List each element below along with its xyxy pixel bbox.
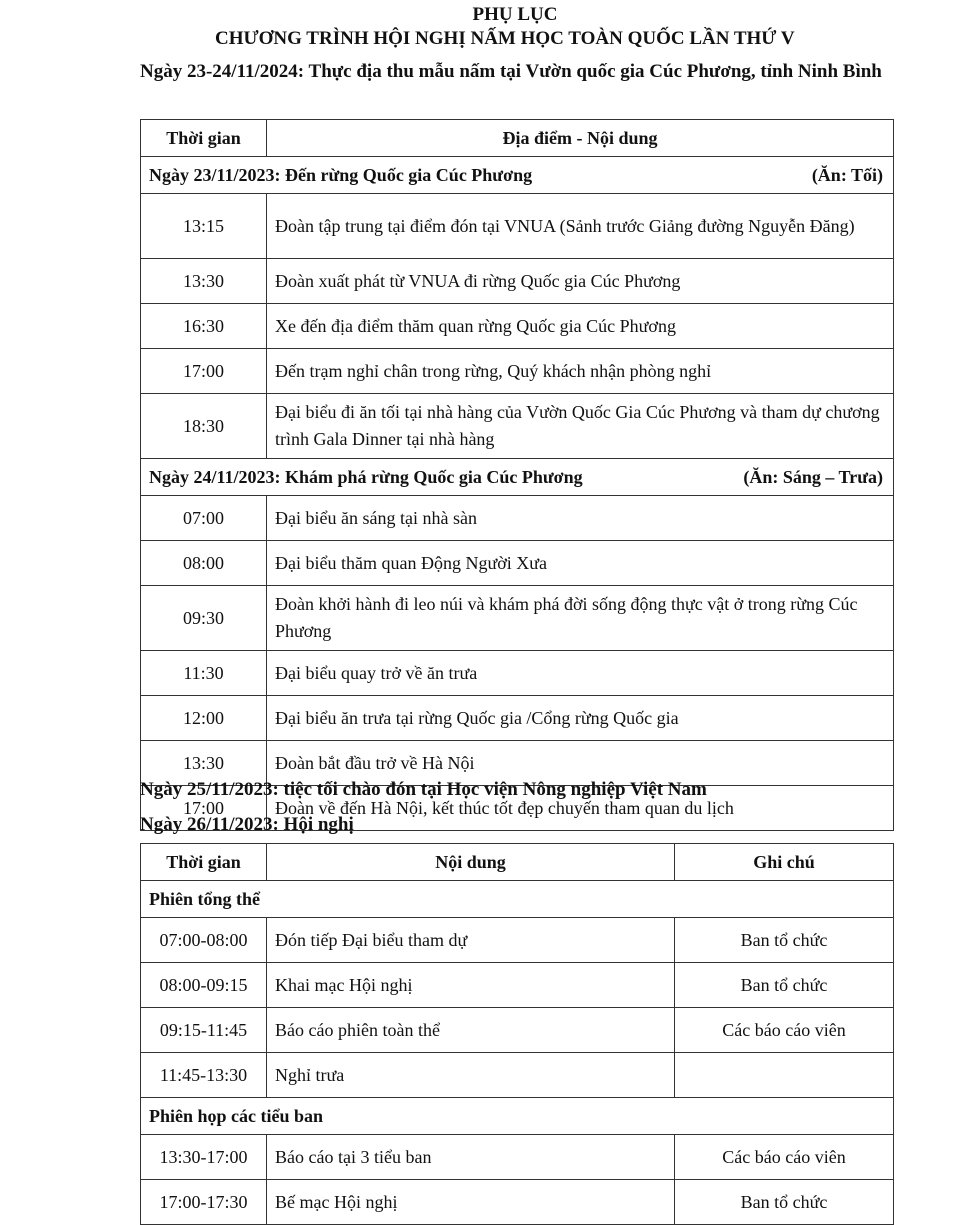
day-row [141, 459, 894, 496]
note-cell: Ban tổ chức [675, 1180, 894, 1225]
program-title: CHƯƠNG TRÌNH HỘI NGHỊ NẤM HỌC TOÀN QUỐC LẦN THỨ V [215, 28, 795, 49]
table-row [141, 194, 894, 259]
content-cell: Đoàn xuất phát từ VNUA đi rừng Quốc gia Cúc Phương [267, 259, 894, 304]
note-cell: Ban tổ chức [675, 918, 894, 963]
table-row [141, 1180, 894, 1225]
content-cell: Đón tiếp Đại biểu tham dự [267, 918, 675, 963]
day-row [141, 157, 894, 194]
table-row [141, 586, 894, 651]
col-content-header: Địa điểm - Nội dung [267, 120, 894, 157]
col-note-header: Ghi chú [675, 844, 894, 881]
table-row [141, 496, 894, 541]
time-cell: 12:00 [141, 696, 267, 741]
col-time-header: Thời gian [141, 120, 267, 157]
note-cell: Các báo cáo viên [675, 1135, 894, 1180]
time-cell: 07:00 [141, 496, 267, 541]
session-title: Phiên tổng thể [141, 881, 894, 918]
table-row [141, 304, 894, 349]
meal-info: (Ăn: Sáng – Trưa) [743, 466, 883, 487]
table-row [141, 651, 894, 696]
time-cell: 13:30 [141, 741, 267, 786]
content-cell: Báo cáo tại 3 tiểu ban [267, 1135, 675, 1180]
session-row [141, 881, 894, 918]
table-row [141, 696, 894, 741]
content-cell: Đến trạm nghỉ chân trong rừng, Quý khách nhận phòng nghỉ [267, 349, 894, 394]
content-cell: Đại biểu đi ăn tối tại nhà hàng của Vườn Quốc Gia Cúc Phương và tham dự chương trình Gala Dinner tại nhà hàng [267, 394, 894, 459]
time-cell: 18:30 [141, 394, 267, 459]
content-cell: Đoàn khởi hành đi leo núi và khám phá đời sống động thực vật ở trong rừng Cúc Phương [267, 586, 894, 651]
session-row [141, 1098, 894, 1135]
content-cell: Đoàn về đến Hà Nội, kết thúc tốt đẹp chuyến tham quan du lịch [267, 786, 894, 831]
time-cell: 07:00-08:00 [141, 918, 267, 963]
table-row [141, 918, 894, 963]
appendix-title: PHỤ LỤC [472, 4, 558, 25]
time-cell: 09:30 [141, 586, 267, 651]
time-cell: 08:00-09:15 [141, 963, 267, 1008]
content-cell: Đoàn tập trung tại điểm đón tại VNUA (Sảnh trước Giảng đường Nguyễn Đăng) [267, 194, 894, 259]
table-row [141, 1008, 894, 1053]
day-title: Ngày 24/11/2023: Khám phá rừng Quốc gia Cúc Phương [149, 466, 583, 487]
table-header-row [141, 844, 894, 881]
time-cell: 11:45-13:30 [141, 1053, 267, 1098]
content-cell: Đại biểu ăn sáng tại nhà sàn [267, 496, 894, 541]
conference-table [140, 843, 894, 1225]
note-cell [675, 1053, 894, 1098]
table-row [141, 259, 894, 304]
table-row [141, 541, 894, 586]
time-cell: 13:30 [141, 259, 267, 304]
content-cell: Đoàn bắt đầu trở về Hà Nội [267, 741, 894, 786]
field-trip-table [140, 119, 894, 831]
table-header-row [141, 120, 894, 157]
time-cell: 13:30-17:00 [141, 1135, 267, 1180]
content-cell: Đại biểu quay trở về ăn trưa [267, 651, 894, 696]
welcome-dinner-heading: Ngày 25/11/2023: tiệc tối chào đón tại Học viện Nông nghiệp Việt Nam [140, 779, 707, 800]
note-cell: Ban tổ chức [675, 963, 894, 1008]
time-cell: 11:30 [141, 651, 267, 696]
content-cell: Báo cáo phiên toàn thể [267, 1008, 675, 1053]
time-cell: 17:00-17:30 [141, 1180, 267, 1225]
time-cell: 17:00 [141, 349, 267, 394]
table-row [141, 1053, 894, 1098]
table-row [141, 349, 894, 394]
col-content-header: Nội dung [267, 844, 675, 881]
time-cell: 08:00 [141, 541, 267, 586]
note-cell: Các báo cáo viên [675, 1008, 894, 1053]
session-title: Phiên họp các tiểu ban [141, 1098, 894, 1135]
content-cell: Bế mạc Hội nghị [267, 1180, 675, 1225]
time-cell: 16:30 [141, 304, 267, 349]
content-cell: Khai mạc Hội nghị [267, 963, 675, 1008]
time-cell: 13:15 [141, 194, 267, 259]
table-row [141, 963, 894, 1008]
meal-info: (Ăn: Tối) [811, 164, 883, 185]
table-row [141, 394, 894, 459]
content-cell: Đại biểu ăn trưa tại rừng Quốc gia /Cổng rừng Quốc gia [267, 696, 894, 741]
conference-heading: Ngày 26/11/2023: Hội nghị [140, 814, 354, 835]
time-cell: 17:00 [141, 786, 267, 831]
col-time-header: Thời gian [141, 844, 267, 881]
content-cell: Đại biểu thăm quan Động Người Xưa [267, 541, 894, 586]
content-cell: Xe đến địa điểm thăm quan rừng Quốc gia Cúc Phương [267, 304, 894, 349]
field-trip-heading: Ngày 23-24/11/2024: Thực địa thu mẫu nấm tại Vườn quốc gia Cúc Phương, tỉnh Ninh Bình [140, 61, 882, 82]
time-cell: 09:15-11:45 [141, 1008, 267, 1053]
table-row [141, 1135, 894, 1180]
day-title: Ngày 23/11/2023: Đến rừng Quốc gia Cúc Phương [149, 164, 533, 185]
content-cell: Nghỉ trưa [267, 1053, 675, 1098]
